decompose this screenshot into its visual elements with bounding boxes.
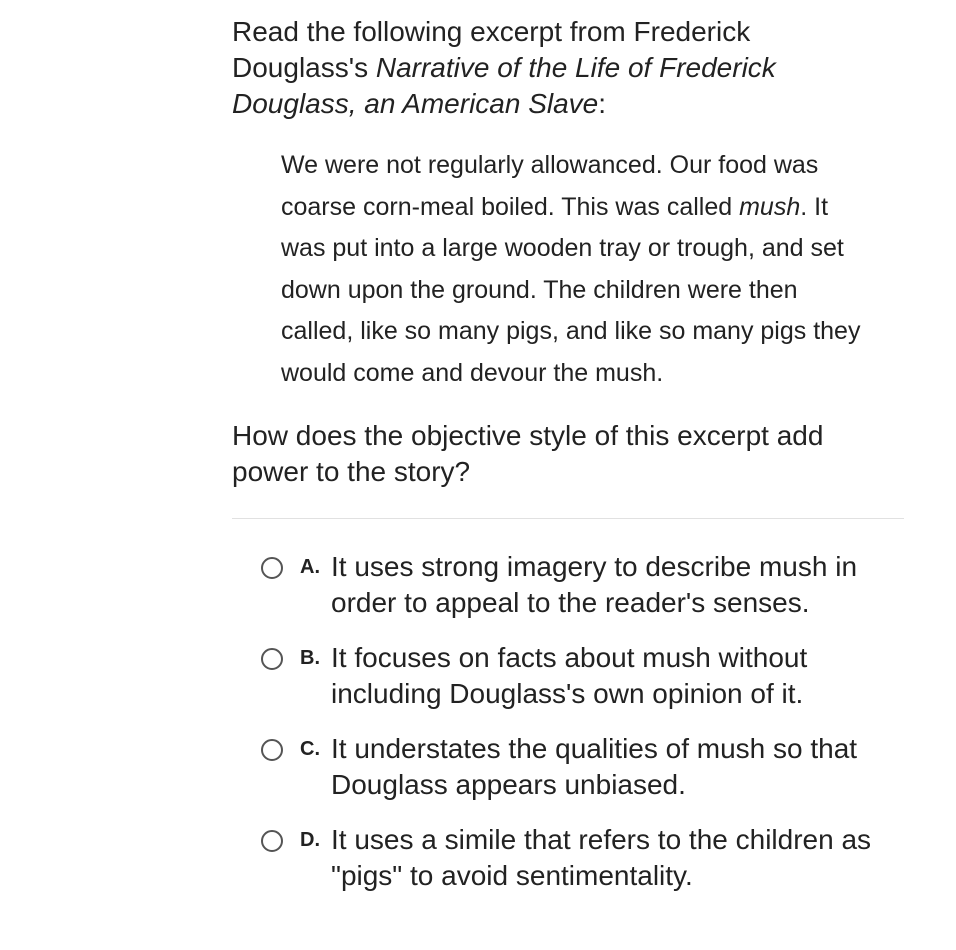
question-panel <box>232 14 904 913</box>
instruction-text <box>232 14 832 122</box>
choice-text-b[interactable]: It focuses on facts about mush without including Douglass's own opinion of it. <box>331 642 808 709</box>
answer-choices <box>232 549 904 913</box>
passage-italic-word: mush <box>739 192 801 221</box>
choice-d[interactable] <box>232 822 904 913</box>
choice-text-c[interactable]: It understates the qualities of mush so that Douglass appears unbiased. <box>331 733 858 800</box>
choice-text-a[interactable]: It uses strong imagery to describe mush in order to appeal to the reader's senses. <box>331 551 858 618</box>
radio-button-c[interactable] <box>261 739 283 761</box>
choice-letter-c: C. <box>300 738 320 760</box>
excerpt-passage <box>281 145 871 394</box>
radio-button-d[interactable] <box>261 830 283 852</box>
instruction-prefix: Read the following excerpt from Frederick Douglass's <box>232 16 751 83</box>
choice-text-d[interactable]: It uses a simile that refers to the children as "pigs" to avoid sentimentality. <box>331 824 872 891</box>
divider <box>232 518 904 519</box>
choice-c[interactable] <box>232 731 904 822</box>
choice-letter-b: B. <box>300 647 320 669</box>
choice-b[interactable] <box>232 640 904 731</box>
radio-button-a[interactable] <box>261 557 283 579</box>
instruction-suffix: : <box>598 88 607 119</box>
choice-letter-a: A. <box>300 556 320 578</box>
passage-text-1: We were not regularly allowanced. Our food was coarse corn-meal boiled. This was called <box>281 151 819 221</box>
passage-text-2: . It was put into a large wooden tray or trough, and set down upon the ground. The children were then called, like so many pigs, and like so many pigs they would come and devour the mush. <box>281 192 861 387</box>
choice-a[interactable] <box>232 549 904 640</box>
book-title: Narrative of the Life of Frederick Douglass, an American Slave <box>232 52 776 119</box>
radio-button-b[interactable] <box>261 648 283 670</box>
choice-letter-d: D. <box>300 829 320 851</box>
question-prompt: How does the objective style of this excerpt add power to the story? <box>232 420 824 487</box>
